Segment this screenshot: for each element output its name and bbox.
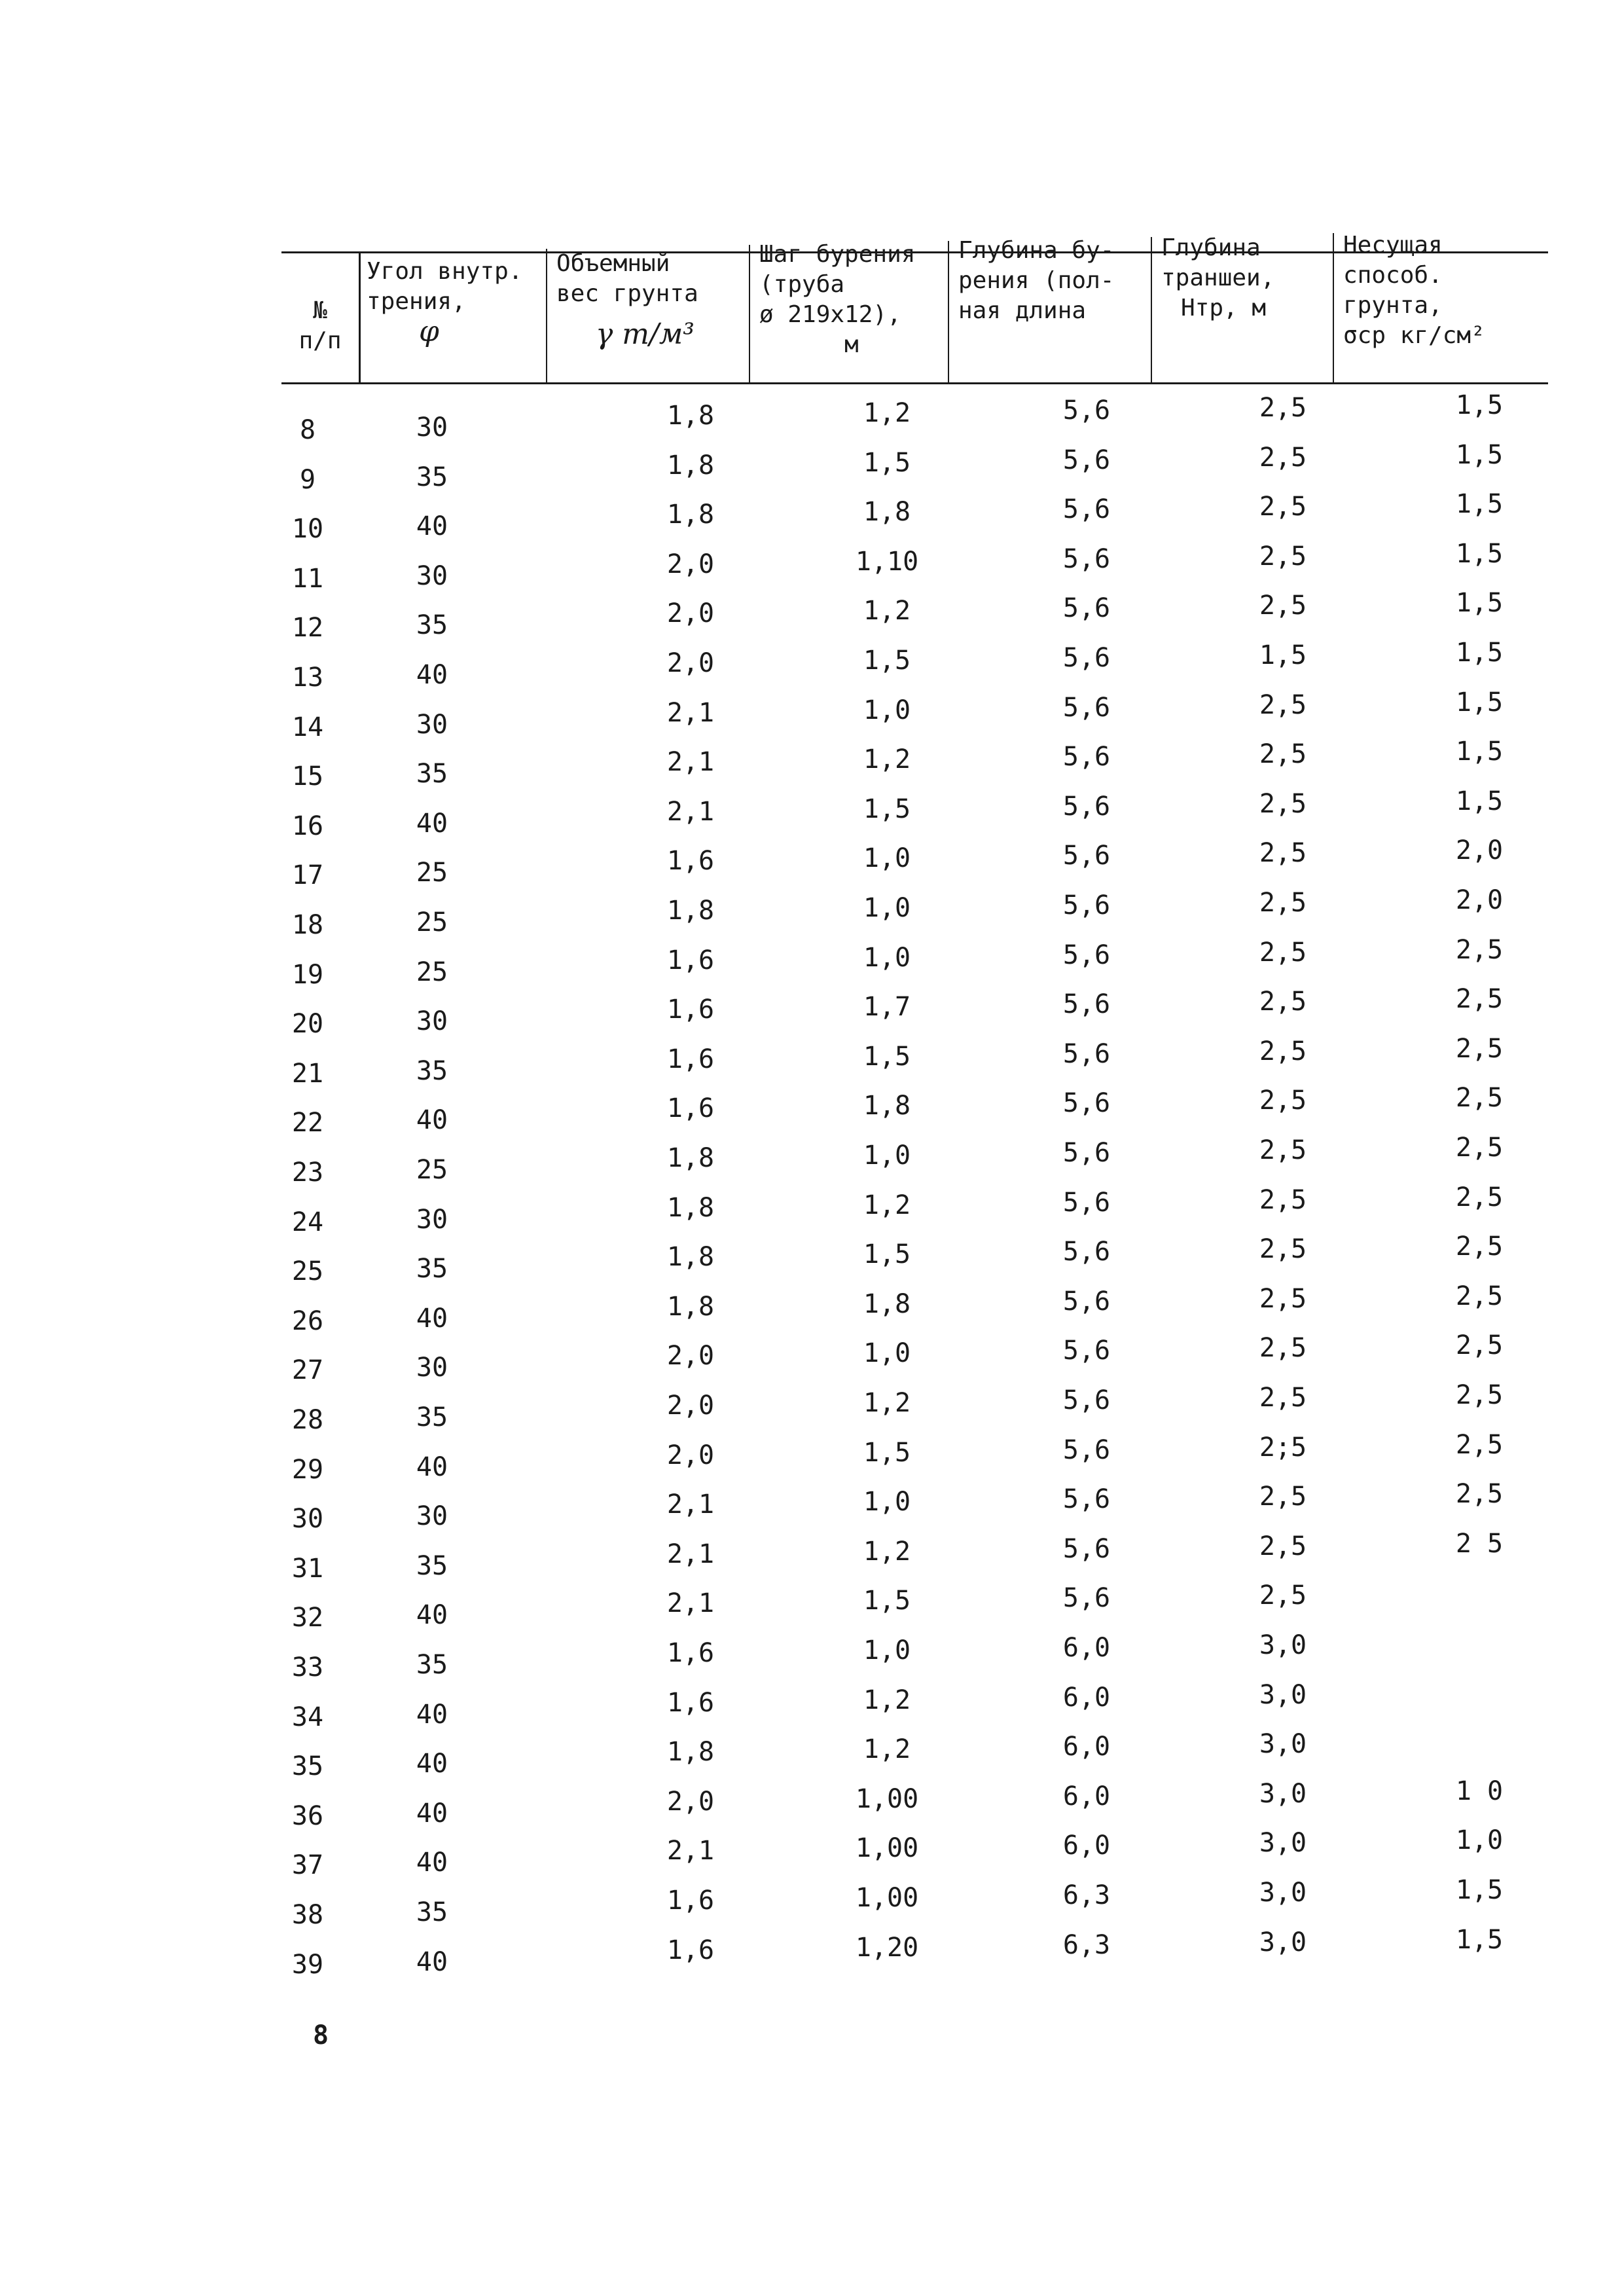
row-trench-depth: 2,5 <box>1259 492 1307 522</box>
row-volume-weight: 2,0 <box>666 648 715 678</box>
row-trench-depth: 2,5 <box>1259 1085 1307 1116</box>
table-row <box>0 1380 1624 1436</box>
row-number: 21 <box>291 1058 324 1089</box>
row-drill-step: 1,0 <box>863 695 911 725</box>
table-row <box>0 984 1624 1040</box>
row-volume-weight: 1,6 <box>666 1093 715 1124</box>
row-drill-depth: 5,6 <box>1062 1038 1111 1069</box>
row-drill-depth: 5,6 <box>1062 593 1111 624</box>
row-drill-step: 1,0 <box>863 1140 911 1171</box>
row-number: 27 <box>291 1355 324 1386</box>
row-drill-depth: 5,6 <box>1062 841 1111 871</box>
row-angle: 25 <box>416 957 448 987</box>
row-volume-weight: 2,0 <box>666 598 715 629</box>
row-drill-depth: 5,6 <box>1062 1237 1111 1267</box>
row-angle: 40 <box>416 808 448 839</box>
row-drill-depth: 6,3 <box>1062 1880 1111 1910</box>
header-bottom-rule <box>281 382 1548 384</box>
row-drill-depth: 6,0 <box>1062 1732 1111 1762</box>
row-drill-step: 1,20 <box>855 1932 919 1963</box>
row-angle: 30 <box>416 412 448 443</box>
row-volume-weight: 1,6 <box>666 1044 715 1074</box>
row-number: 10 <box>291 514 324 545</box>
table-row <box>0 885 1624 941</box>
row-angle: 40 <box>416 660 448 690</box>
row-volume-weight: 2,1 <box>666 747 715 778</box>
row-volume-weight: 2,1 <box>666 1539 715 1569</box>
row-number: 11 <box>291 563 324 594</box>
table-row <box>0 538 1624 594</box>
row-volume-weight: 2,1 <box>666 697 715 728</box>
row-trench-depth: 2,5 <box>1259 1135 1307 1165</box>
row-drill-step: 1,5 <box>863 1437 911 1468</box>
row-drill-depth: 5,6 <box>1062 1583 1111 1614</box>
row-bearing-capacity: 1,5 <box>1455 390 1504 420</box>
header-depth: Глубина бу- рения (пол- ная длина <box>958 237 1115 324</box>
row-drill-step: 1,5 <box>863 447 911 478</box>
row-number: 31 <box>291 1553 324 1584</box>
table-row <box>0 1630 1624 1683</box>
row-angle: 35 <box>416 1897 448 1927</box>
row-drill-step: 1,0 <box>863 1635 911 1666</box>
row-number: 22 <box>291 1108 324 1139</box>
row-volume-weight: 1,6 <box>666 1935 715 1965</box>
row-drill-depth: 5,6 <box>1062 791 1111 822</box>
row-volume-weight: 1,6 <box>666 1886 715 1916</box>
row-drill-step: 1,5 <box>863 1041 911 1072</box>
header-separator <box>1151 237 1152 384</box>
row-number: 13 <box>291 663 324 693</box>
table-row <box>0 1679 1624 1733</box>
row-trench-depth: 3,0 <box>1259 1679 1307 1710</box>
row-drill-step: 1,0 <box>863 1487 911 1518</box>
page-number: 8 <box>313 2020 329 2050</box>
row-trench-depth: 2,5 <box>1259 393 1307 423</box>
row-trench-depth: 3,0 <box>1259 1729 1307 1760</box>
row-trench-depth: 2,5 <box>1259 591 1307 621</box>
row-bearing-capacity: 2,5 <box>1455 1133 1504 1163</box>
row-bearing-capacity: 2,5 <box>1455 1033 1504 1064</box>
row-trench-depth: 2;5 <box>1259 1432 1307 1463</box>
table-row <box>0 1528 1624 1584</box>
row-drill-step: 1,2 <box>863 1685 911 1715</box>
row-bearing-capacity: 2 5 <box>1455 1528 1504 1559</box>
row-volume-weight: 1,8 <box>666 1192 715 1223</box>
row-trench-depth: 2,5 <box>1259 1184 1307 1215</box>
row-trench-depth: 1,5 <box>1259 640 1307 670</box>
row-drill-step: 1,2 <box>863 744 911 775</box>
row-drill-depth: 6,0 <box>1062 1633 1111 1663</box>
row-drill-depth: 5,6 <box>1062 1336 1111 1366</box>
row-number: 33 <box>291 1652 324 1683</box>
table-row <box>0 588 1624 644</box>
table-row <box>0 1924 1624 1980</box>
table-row <box>0 1083 1624 1139</box>
table-row <box>0 687 1624 743</box>
row-angle: 35 <box>416 1650 448 1680</box>
row-angle: 40 <box>416 1798 448 1829</box>
row-angle: 40 <box>416 1303 448 1334</box>
row-bearing-capacity: 1,5 <box>1455 439 1504 470</box>
row-number: 36 <box>291 1800 324 1831</box>
row-trench-depth: 2,5 <box>1259 1482 1307 1512</box>
table-row <box>0 1330 1624 1386</box>
row-drill-step: 1,00 <box>855 1833 919 1864</box>
row-drill-step: 1,0 <box>863 1338 911 1369</box>
row-trench-depth: 2,5 <box>1259 689 1307 720</box>
row-drill-depth: 5,6 <box>1062 1434 1111 1465</box>
row-angle: 30 <box>416 1006 448 1037</box>
row-drill-depth: 5,6 <box>1062 692 1111 723</box>
row-trench-depth: 2,5 <box>1259 739 1307 770</box>
table-row <box>0 439 1624 496</box>
row-bearing-capacity: 2,5 <box>1455 1083 1504 1114</box>
row-angle: 35 <box>416 1402 448 1432</box>
row-number: 28 <box>291 1405 324 1435</box>
row-volume-weight: 1,6 <box>666 994 715 1025</box>
row-volume-weight: 2,0 <box>666 1786 715 1817</box>
row-bearing-capacity: 2,5 <box>1455 1330 1504 1361</box>
row-volume-weight: 1,8 <box>666 500 715 530</box>
row-drill-depth: 5,6 <box>1062 890 1111 920</box>
row-volume-weight: 2,1 <box>666 1588 715 1619</box>
row-trench-depth: 2,5 <box>1259 788 1307 819</box>
row-drill-depth: 5,6 <box>1062 1286 1111 1317</box>
table-row <box>0 786 1624 842</box>
row-angle: 35 <box>416 1055 448 1086</box>
row-volume-weight: 1,8 <box>666 1291 715 1322</box>
table-row <box>0 1825 1624 1881</box>
row-drill-step: 1,8 <box>863 497 911 528</box>
row-number: 12 <box>291 613 324 644</box>
row-number: 35 <box>291 1751 324 1782</box>
row-drill-depth: 6,0 <box>1062 1682 1111 1713</box>
row-number: 25 <box>291 1256 324 1287</box>
row-number: 39 <box>291 1949 324 1980</box>
row-volume-weight: 2,1 <box>666 1836 715 1867</box>
table-row <box>0 1875 1624 1931</box>
table-row <box>0 1429 1624 1485</box>
row-drill-step: 1,0 <box>863 893 911 923</box>
row-volume-weight: 1,8 <box>666 450 715 481</box>
row-trench-depth: 2,5 <box>1259 987 1307 1017</box>
row-bearing-capacity: 1,5 <box>1455 638 1504 668</box>
row-angle: 40 <box>416 1848 448 1878</box>
row-drill-step: 1,7 <box>863 992 911 1023</box>
row-number: 30 <box>291 1504 324 1535</box>
row-drill-depth: 5,6 <box>1062 1533 1111 1564</box>
row-angle: 35 <box>416 1254 448 1285</box>
row-angle: 35 <box>416 462 448 492</box>
row-drill-depth: 5,6 <box>1062 1484 1111 1515</box>
row-number: 15 <box>291 761 324 792</box>
row-bearing-capacity: 2,5 <box>1455 1231 1504 1262</box>
row-volume-weight: 1,8 <box>666 896 715 926</box>
row-trench-depth: 2,5 <box>1259 541 1307 572</box>
row-number: 18 <box>291 910 324 940</box>
row-drill-depth: 6,0 <box>1062 1781 1111 1812</box>
table-row <box>0 1580 1624 1633</box>
table-row <box>0 390 1624 446</box>
table-row <box>0 1729 1624 1782</box>
row-angle: 35 <box>416 759 448 790</box>
row-volume-weight: 2,0 <box>666 1440 715 1470</box>
row-trench-depth: 3,0 <box>1259 1927 1307 1958</box>
row-drill-step: 1,8 <box>863 1091 911 1121</box>
row-number: 8 <box>299 415 316 445</box>
row-number: 38 <box>291 1900 324 1930</box>
row-volume-weight: 1,8 <box>666 1143 715 1173</box>
row-number: 9 <box>299 464 316 495</box>
row-trench-depth: 2,5 <box>1259 937 1307 968</box>
row-angle: 30 <box>416 1353 448 1383</box>
row-bearing-capacity: 1 0 <box>1455 1776 1504 1806</box>
row-volume-weight: 1,6 <box>666 1687 715 1718</box>
row-drill-step: 1,0 <box>863 843 911 874</box>
table-row <box>0 489 1624 545</box>
row-trench-depth: 2,5 <box>1259 888 1307 918</box>
row-angle: 30 <box>416 709 448 740</box>
row-drill-depth: 6,3 <box>1062 1929 1111 1960</box>
row-volume-weight: 2,0 <box>666 1341 715 1372</box>
row-drill-step: 1,2 <box>863 1536 911 1567</box>
row-drill-step: 1,0 <box>863 942 911 973</box>
row-bearing-capacity: 1,5 <box>1455 687 1504 718</box>
row-drill-depth: 5,6 <box>1062 643 1111 673</box>
row-bearing-capacity: 2,5 <box>1455 1380 1504 1410</box>
row-bearing-capacity: 2,5 <box>1455 934 1504 965</box>
table-row <box>0 1182 1624 1238</box>
table-header <box>281 230 1548 388</box>
row-bearing-capacity: 1,5 <box>1455 1875 1504 1905</box>
row-drill-step: 1,8 <box>863 1288 911 1319</box>
table-row <box>0 1281 1624 1337</box>
row-drill-step: 1,5 <box>863 646 911 676</box>
row-angle: 30 <box>416 560 448 591</box>
row-number: 29 <box>291 1454 324 1485</box>
row-drill-depth: 5,6 <box>1062 989 1111 1020</box>
row-drill-step: 1,2 <box>863 596 911 627</box>
header-bearing: Несущая способ. грунта, σср кг/см² <box>1343 232 1485 349</box>
row-drill-depth: 6,0 <box>1062 1831 1111 1861</box>
row-angle: 40 <box>416 1749 448 1779</box>
row-trench-depth: 2,5 <box>1259 1383 1307 1413</box>
row-trench-depth: 3,0 <box>1259 1878 1307 1908</box>
row-angle: 30 <box>416 1501 448 1532</box>
row-drill-depth: 5,6 <box>1062 445 1111 475</box>
row-angle: 40 <box>416 1600 448 1631</box>
row-drill-depth: 5,6 <box>1062 1088 1111 1119</box>
header-separator <box>359 251 361 384</box>
row-angle: 40 <box>416 1699 448 1730</box>
row-trench-depth: 2,5 <box>1259 838 1307 869</box>
row-drill-depth: 5,6 <box>1062 494 1111 525</box>
row-drill-depth: 5,6 <box>1062 742 1111 773</box>
table-row <box>0 638 1624 693</box>
row-bearing-capacity: 1,5 <box>1455 489 1504 520</box>
row-number: 32 <box>291 1603 324 1633</box>
row-number: 19 <box>291 959 324 990</box>
header-num: № п/п <box>298 297 342 354</box>
row-trench-depth: 2,5 <box>1259 1234 1307 1265</box>
row-bearing-capacity: 2,5 <box>1455 1429 1504 1460</box>
row-trench-depth: 3,0 <box>1259 1828 1307 1859</box>
row-number: 34 <box>291 1702 324 1732</box>
row-number: 23 <box>291 1157 324 1188</box>
table-row <box>0 934 1624 991</box>
row-volume-weight: 2,1 <box>666 1489 715 1520</box>
row-volume-weight: 2,0 <box>666 1391 715 1421</box>
header-trench: Глубина траншеи, Hтр, м <box>1161 234 1275 321</box>
row-angle: 40 <box>416 1946 448 1977</box>
row-angle: 30 <box>416 1204 448 1235</box>
header-separator <box>1333 233 1334 384</box>
row-drill-step: 1,2 <box>863 1734 911 1765</box>
row-bearing-capacity: 2,5 <box>1455 1182 1504 1212</box>
row-trench-depth: 2,5 <box>1259 1531 1307 1561</box>
table-row <box>0 737 1624 792</box>
row-volume-weight: 1,6 <box>666 1638 715 1668</box>
row-drill-depth: 5,6 <box>1062 1385 1111 1415</box>
row-number: 14 <box>291 712 324 742</box>
row-bearing-capacity: 2,5 <box>1455 1281 1504 1311</box>
row-number: 37 <box>291 1850 324 1881</box>
row-angle: 25 <box>416 1155 448 1185</box>
row-drill-step: 1,5 <box>863 1586 911 1616</box>
header-separator <box>749 245 750 384</box>
row-volume-weight: 1,8 <box>666 401 715 431</box>
row-trench-depth: 2,5 <box>1259 1333 1307 1364</box>
row-volume-weight: 2,0 <box>666 549 715 579</box>
table-row <box>0 1776 1624 1832</box>
row-angle: 25 <box>416 858 448 888</box>
row-drill-step: 1,2 <box>863 398 911 428</box>
row-number: 20 <box>291 1009 324 1040</box>
row-bearing-capacity: 1,5 <box>1455 588 1504 619</box>
row-bearing-capacity: 1,5 <box>1455 538 1504 569</box>
row-volume-weight: 1,8 <box>666 1737 715 1768</box>
row-angle: 40 <box>416 1451 448 1482</box>
row-drill-step: 1,2 <box>863 1388 911 1418</box>
header-step: Шаг бурения (труба ø 219x12), м <box>759 241 916 358</box>
table-row <box>0 835 1624 891</box>
row-trench-depth: 2,5 <box>1259 1036 1307 1066</box>
row-trench-depth: 2,5 <box>1259 442 1307 473</box>
row-bearing-capacity: 1,5 <box>1455 786 1504 816</box>
row-number: 26 <box>291 1305 324 1336</box>
row-drill-step: 1,5 <box>863 793 911 824</box>
row-bearing-capacity: 1,5 <box>1455 737 1504 767</box>
row-bearing-capacity: 2,0 <box>1455 885 1504 915</box>
row-angle: 40 <box>416 1105 448 1136</box>
row-drill-depth: 5,6 <box>1062 1187 1111 1218</box>
row-angle: 40 <box>416 511 448 542</box>
row-drill-depth: 5,6 <box>1062 939 1111 970</box>
row-volume-weight: 1,6 <box>666 846 715 877</box>
row-trench-depth: 2,5 <box>1259 1580 1307 1611</box>
row-bearing-capacity: 1,0 <box>1455 1825 1504 1856</box>
row-bearing-capacity: 2,0 <box>1455 835 1504 866</box>
header-separator <box>546 249 547 384</box>
row-trench-depth: 3,0 <box>1259 1630 1307 1660</box>
row-bearing-capacity: 2,5 <box>1455 984 1504 1015</box>
row-drill-step: 1,2 <box>863 1190 911 1220</box>
header-separator <box>948 241 949 384</box>
row-drill-step: 1,00 <box>855 1883 919 1913</box>
row-drill-step: 1,00 <box>855 1783 919 1814</box>
row-drill-step: 1,10 <box>855 546 919 577</box>
table-row <box>0 1479 1624 1535</box>
row-drill-depth: 5,6 <box>1062 543 1111 574</box>
table-row <box>0 1231 1624 1287</box>
row-number: 24 <box>291 1207 324 1237</box>
row-trench-depth: 3,0 <box>1259 1778 1307 1809</box>
row-volume-weight: 1,6 <box>666 945 715 975</box>
header-volume: Объемный вес грунта γ т/м³ <box>556 250 698 351</box>
table-row <box>0 1033 1624 1089</box>
row-number: 17 <box>291 860 324 891</box>
header-angle: Угол внутр. трения, φ <box>367 258 523 348</box>
row-angle: 25 <box>416 907 448 938</box>
row-number: 16 <box>291 811 324 841</box>
row-angle: 35 <box>416 1550 448 1581</box>
row-angle: 35 <box>416 610 448 641</box>
row-trench-depth: 2,5 <box>1259 1283 1307 1314</box>
table-row <box>0 1133 1624 1188</box>
row-drill-step: 1,5 <box>863 1239 911 1270</box>
row-bearing-capacity: 1,5 <box>1455 1924 1504 1955</box>
row-volume-weight: 2,1 <box>666 796 715 827</box>
row-drill-depth: 5,6 <box>1062 1138 1111 1168</box>
row-volume-weight: 1,8 <box>666 1242 715 1273</box>
row-bearing-capacity: 2,5 <box>1455 1479 1504 1510</box>
row-drill-depth: 5,6 <box>1062 395 1111 426</box>
